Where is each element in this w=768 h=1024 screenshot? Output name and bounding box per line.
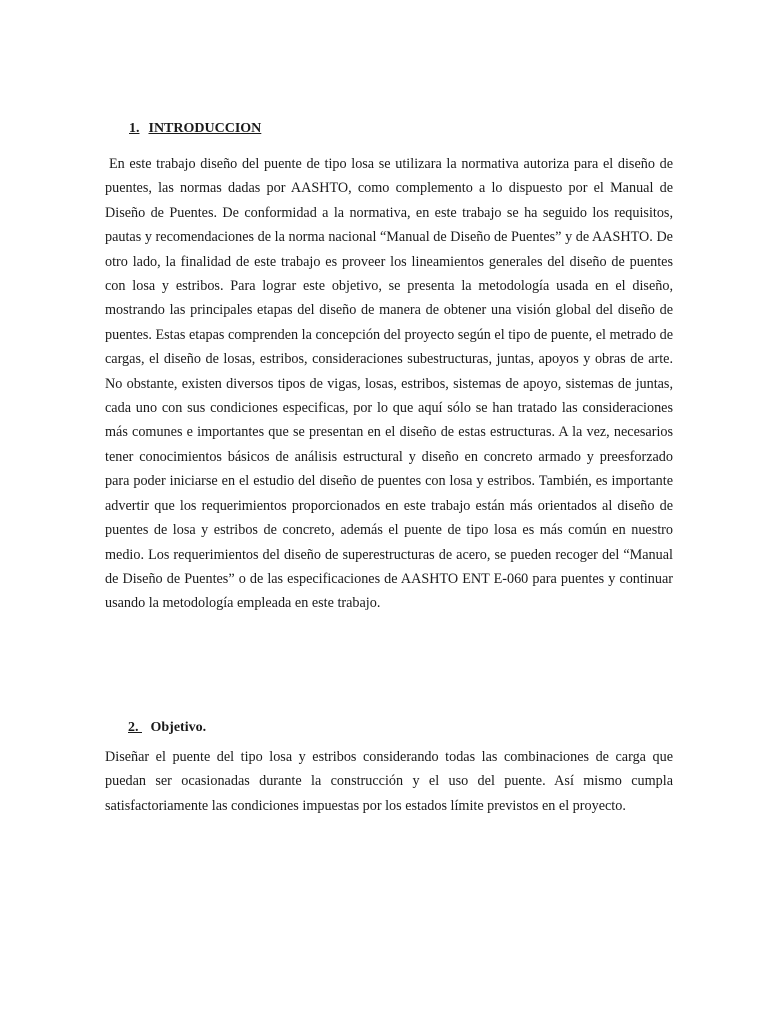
section-heading-introduccion [129, 120, 261, 138]
introduccion-paragraph: En este trabajo diseño del puente de tipo losa se utilizara la normativa autoriza para el diseño de puentes, las normas dadas por AASHTO, como complemento a lo dispuesto por el Manual de Diseño de Puentes. De conformidad a la normativa, en este trabajo se ha seguido los requisitos, pautas y recomendaciones de la norma nacional “Manual de Diseño de Puentes” y de AASHTO. De otro lado, la finalidad de este trabajo es proveer los lineamientos generales del diseño de puentes con losa y estribos. Para lograr este objetivo, se presenta la metodología usada en el diseño, mostrando las principales etapas del diseño de manera de obtener una visión global del diseño de puentes. Estas etapas comprenden la concepción del proyecto según el tipo de puente, el metrado de cargas, el diseño de losas, estribos, consideraciones subestructuras, juntas, apoyos y obras de arte. No obstante, existen diversos tipos de vigas, losas, estribos, sistemas de apoyo, sistemas de juntas, cada uno con sus condiciones especificas, por lo que aquí sólo se han tratado las consideraciones más comunes e importantes que se presentan en el diseño de estas estructuras. A la vez, necesarios tener conocimientos básicos de análisis estructural y diseño en concreto armado y preesforzado para poder iniciarse en el estudio del diseño de puentes con losa y estribos. También, es importante advertir que los requerimientos proporcionados en este trabajo están más orientados al diseño de puentes de losa y estribos de concreto, además el puente de tipo losa es más común en nuestro medio. Los requerimientos del diseño de superestructuras de acero, se pueden recoger del “Manual de Diseño de Puentes” o de las especificaciones de AASHTO ENT E-060 para puentes y continuar usando la metodología empleada en este trabajo. [105, 156, 673, 612]
section-number: 1. [129, 121, 140, 136]
objetivo-paragraph: Diseñar el puente del tipo losa y estribos considerando todas las combinaciones de carga que puedan ser ocasionadas durante la construcción y el uso del puente. Así mismo cumpla satisfactoriamente las condiciones impuestas por los estados límite previstos en el proyecto. [105, 749, 673, 814]
section-title: Objetivo. [150, 720, 207, 735]
section-number: 2. [128, 720, 139, 735]
section-heading-objetivo [128, 719, 206, 737]
heading-underline-gap [139, 719, 151, 737]
section-title: INTRODUCCION [148, 121, 262, 136]
